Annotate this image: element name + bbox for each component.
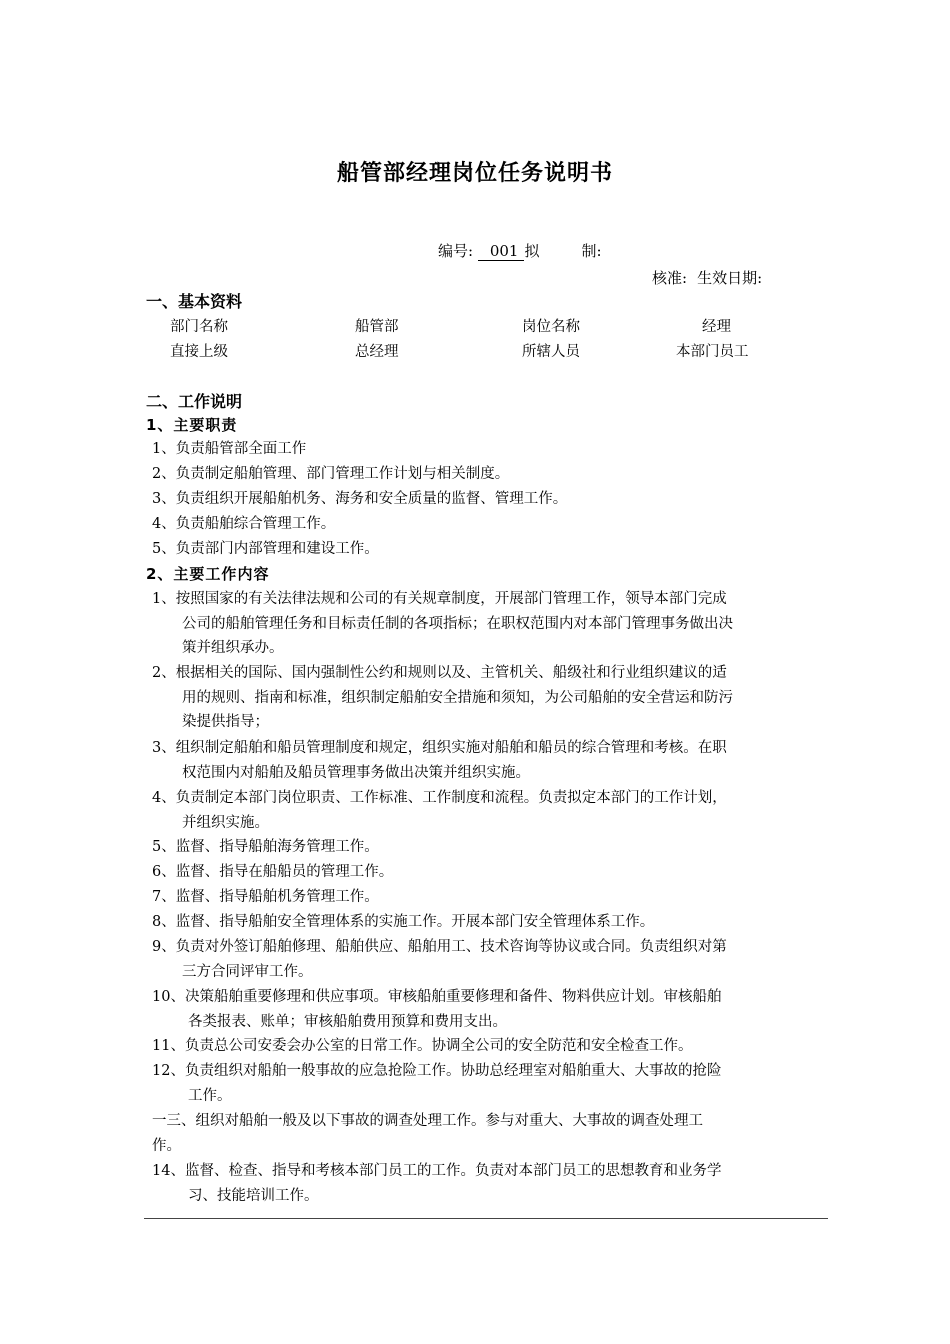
content-item — [152, 1059, 822, 1108]
content-item — [152, 860, 822, 885]
content-line: 6、监督、指导在船船员的管理工作。 — [152, 864, 394, 880]
content-item — [152, 1109, 822, 1158]
section-work-description-heading: 二、工作说明 — [146, 392, 243, 411]
content-line: 公司的船舶管理任务和目标责任制的各项指标；在职权范围内对本部门管理事务做出决 — [182, 615, 733, 632]
info-cell: 部门名称 — [170, 319, 228, 335]
content-line: 并组织实施。 — [182, 814, 269, 831]
page-title: 船管部经理岗位任务说明书 — [336, 161, 613, 186]
content-item — [152, 935, 822, 984]
main-content-heading: 2、主要工作内容 — [146, 565, 270, 583]
made-label: 制: — [581, 242, 602, 260]
content-item — [152, 910, 822, 935]
content-line: 工作。 — [188, 1087, 232, 1104]
duty-item: 3、负责组织开展船舶机务、海务和安全质量的监督、管理工作。 — [152, 491, 568, 507]
duty-item: 4、负责船舶综合管理工作。 — [152, 516, 336, 532]
content-line: 10、决策船舶重要修理和供应事项。审核船舶重要修理和备件、物料供应计划。审核船舶 — [152, 989, 722, 1005]
content-item — [152, 786, 822, 835]
approved-label: 核准: — [652, 269, 688, 287]
content-item — [152, 885, 822, 910]
content-line: 3、组织制定船舶和船员管理制度和规定，组织实施对船舶和船员的综合管理和考核。在职 — [152, 740, 727, 756]
duty-item: 2、负责制定船舶管理、部门管理工作计划与相关制度。 — [152, 466, 510, 482]
content-line: 1、按照国家的有关法律法规和公司的有关规章制度，开展部门管理工作，领导本部门完成 — [152, 591, 727, 607]
meta-line-code — [438, 240, 602, 261]
content-item — [152, 835, 822, 860]
content-line: 习、技能培训工作。 — [188, 1187, 319, 1204]
content-line: 策并组织承办。 — [182, 640, 284, 656]
info-row — [0, 315, 950, 337]
info-cell: 总经理 — [355, 344, 399, 360]
info-row — [0, 340, 950, 362]
effective-date-label: 生效日期: — [697, 269, 763, 287]
drafted-label: 拟 — [524, 242, 540, 260]
content-line: 4、负责制定本部门岗位职责、工作标准、工作制度和流程。负责拟定本部门的工作计划， — [152, 790, 727, 806]
code-value: 001 — [478, 242, 525, 261]
content-line: 作。 — [152, 1137, 181, 1154]
section-basic-info-heading: 一、基本资料 — [146, 292, 243, 311]
content-line: 各类报表、账单；审核船舶费用预算和费用支出。 — [188, 1013, 507, 1030]
content-line: 权范围内对船舶及船员管理事务做出决策并组织实施。 — [182, 764, 530, 781]
info-cell: 岗位名称 — [522, 319, 580, 335]
content-line: 11、负责总公司安委会办公室的日常工作。协调全公司的安全防范和安全检查工作。 — [152, 1038, 693, 1054]
content-line: 三方合同评审工作。 — [182, 963, 313, 980]
info-cell: 经理 — [702, 319, 731, 335]
code-label: 编号: — [438, 242, 474, 260]
content-item — [152, 736, 822, 785]
meta-line-approval — [652, 267, 762, 288]
main-duties-heading: 1、主要职责 — [146, 416, 238, 434]
content-line: 用的规则、指南和标准，组织制定船舶安全措施和须知，为公司船舶的安全营运和防污 — [182, 689, 733, 706]
content-item — [152, 661, 822, 735]
content-line: 染提供指导； — [182, 714, 269, 730]
content-line: 5、监督、指导船舶海务管理工作。 — [152, 839, 379, 855]
content-item — [152, 1159, 822, 1208]
content-item — [152, 1034, 822, 1059]
content-line: 2、根据相关的国际、国内强制性公约和规则以及、主管机关、船级社和行业组织建议的适 — [152, 665, 727, 681]
info-cell: 本部门员工 — [676, 344, 749, 360]
content-item — [152, 587, 822, 661]
content-line: 9、负责对外签订船舶修理、船舶供应、船舶用工、技术咨询等协议或合同。负责组织对第 — [152, 939, 727, 955]
duty-item: 5、负责部门内部管理和建设工作。 — [152, 541, 379, 557]
content-line: 一三、组织对船舶一般及以下事故的调查处理工作。参与对重大、大事故的调查处理工 — [152, 1113, 703, 1129]
content-item — [152, 985, 822, 1034]
content-line: 8、监督、指导船舶安全管理体系的实施工作。开展本部门安全管理体系工作。 — [152, 914, 655, 930]
content-line: 12、负责组织对船舶一般事故的应急抢险工作。协助总经理室对船舶重大、大事故的抢险 — [152, 1063, 722, 1079]
info-cell: 所辖人员 — [522, 344, 580, 360]
duty-item: 1、负责船管部全面工作 — [152, 441, 307, 457]
bottom-divider — [144, 1218, 828, 1219]
info-cell: 船管部 — [355, 319, 399, 335]
info-cell: 直接上级 — [170, 344, 228, 360]
content-line: 14、监督、检查、指导和考核本部门员工的工作。负责对本部门员工的思想教育和业务学 — [152, 1163, 722, 1179]
content-line: 7、监督、指导船舶机务管理工作。 — [152, 889, 379, 905]
